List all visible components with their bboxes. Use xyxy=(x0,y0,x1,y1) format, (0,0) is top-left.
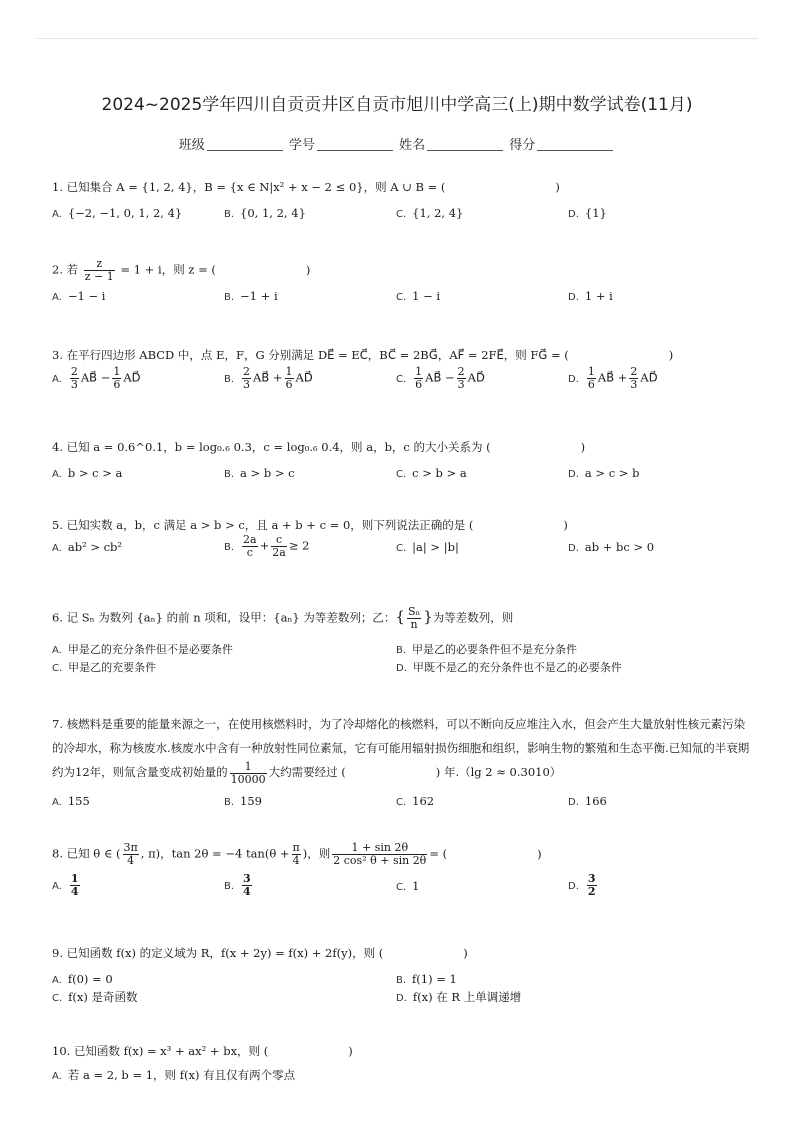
question-5 xyxy=(52,516,754,566)
name-blank[interactable] xyxy=(427,139,503,151)
option-b[interactable]: B. a > b > c xyxy=(224,466,295,480)
option-d[interactable]: D. f(x) 在 R 上单调递增 xyxy=(396,990,522,1004)
page-title: 2024~2025学年四川自贡贡井区自贡市旭川中学高三(上)期中数学试卷(11月) xyxy=(101,95,693,115)
id-blank[interactable] xyxy=(317,139,393,151)
question-6 xyxy=(52,606,754,677)
option-d[interactable]: D. 166 xyxy=(568,793,607,808)
option-b[interactable]: B. f(1) = 1 xyxy=(396,972,457,986)
option-b[interactable]: B. −1 + i xyxy=(224,289,278,303)
question-stem: 8. 已知 θ ∈ ( $\frac{3\pi}{4}$ , π)，tan 2θ = −4 tan(θ + $\frac{\pi}{4}$ )，则 $\frac{1 + \sin 2\theta}{\text{2 cos² θ + sin 2θ}}$ = ( ) xyxy=(52,841,542,867)
score-blank[interactable] xyxy=(537,139,613,151)
class-blank[interactable] xyxy=(207,139,283,151)
question-2 xyxy=(52,258,754,307)
question-1 xyxy=(52,178,754,224)
option-b[interactable]: B. $\frac{3}{4}$ xyxy=(224,872,251,898)
id-label: 学号 xyxy=(288,138,315,153)
option-a[interactable]: A. {−2, −1, 0, 1, 2, 4} xyxy=(52,206,183,220)
question-stem: 6. 记 Sₙ 为数列 {aₙ} 的前 n 项和，设甲：{aₙ} 为等差数列；乙：{ $\frac{\text{Sₙ}}{n}$ }为等差数列，则 xyxy=(52,605,514,631)
option-d[interactable]: D. 甲既不是乙的充分条件也不是乙的必要条件 xyxy=(396,661,622,674)
option-b[interactable]: B. 甲是乙的必要条件但不是充分条件 xyxy=(396,643,578,656)
question-10 xyxy=(52,1042,754,1086)
question-stem: 2. 若 $\frac{z}{z - 1}$ = 1 + i，则 z = ( ) xyxy=(52,257,311,283)
option-c[interactable]: C. 甲是乙的充要条件 xyxy=(52,661,157,674)
option-d[interactable]: D. ab + bc > 0 xyxy=(568,540,655,554)
option-d[interactable]: D. {1} xyxy=(568,206,607,220)
question-3 xyxy=(52,346,754,394)
option-d[interactable]: D. $\frac{1}{6}$ AB⃗ + $\frac{2}{3}$ AD⃗ xyxy=(568,365,658,391)
top-rule xyxy=(36,38,758,39)
score-label: 得分 xyxy=(509,138,536,153)
option-b[interactable]: B. $\frac{2}{3}$ AB⃗ + $\frac{1}{6}$ AD⃗ xyxy=(224,365,313,391)
fraction: $\frac{z}{z - 1}$ xyxy=(84,257,114,283)
option-c[interactable]: C. 1 xyxy=(396,879,420,893)
option-a[interactable]: A. f(0) = 0 xyxy=(52,972,113,986)
option-d[interactable]: D. a > c > b xyxy=(568,466,640,480)
option-c[interactable]: C. {1, 2, 4} xyxy=(396,206,464,220)
question-stem: 5. 已知实数 a，b，c 满足 a > b > c，且 a + b + c = 0，则下列说法正确的是 ( ) xyxy=(52,518,568,532)
student-info-line xyxy=(0,134,794,153)
option-b[interactable]: B. $\frac{2a}{c}$ + $\frac{c}{2a}$ ≥ 2 xyxy=(224,533,310,559)
option-a[interactable]: A. ab² > cb² xyxy=(52,540,123,554)
option-b[interactable]: B. {0, 1, 2, 4} xyxy=(224,206,306,220)
question-stem: 9. 已知函数 f(x) 的定义域为 R，f(x + 2y) = f(x) + 2f(y)，则 ( ) xyxy=(52,946,468,960)
option-a[interactable]: A. $\frac{1}{4}$ xyxy=(52,872,79,898)
option-a[interactable]: A. 甲是乙的充分条件但不是必要条件 xyxy=(52,643,233,656)
class-label: 班级 xyxy=(178,138,205,153)
option-c[interactable]: C. 162 xyxy=(396,793,435,808)
option-a[interactable]: A. b > c > a xyxy=(52,466,123,480)
fraction: $\frac{\text{Sₙ}}{n}$ xyxy=(407,605,421,631)
option-b[interactable]: B. 159 xyxy=(224,793,262,808)
question-stem: 7. 核燃料是重要的能量来源之一，在使用核燃料时，为了冷却熔化的核燃料，可以不断向反应堆注入水，但会产生大量放射性核元素污染的冷却水，称为核废水.核废水中含有一种放射性同位素氚，它有可能用辐射损伤细胞和组织，影响生物的繁殖和生态平衡.已知氚的半衰期约为12年，则氚含量变成初始量的 $\frac{1}{10000}$ 大约需要经过 ( ) 年.（lg 2 ≈ 0.3010） xyxy=(52,717,750,786)
option-c[interactable]: C. $\frac{1}{6}$ AB⃗ − $\frac{2}{3}$ AD⃗ xyxy=(396,365,485,391)
option-a[interactable]: A. 155 xyxy=(52,793,90,808)
option-d[interactable]: D. $\frac{3}{2}$ xyxy=(568,872,596,898)
fraction: $\frac{1}{10000}$ xyxy=(230,759,266,786)
question-stem: 10. 已知函数 f(x) = x³ + ax² + bx，则 ( ) xyxy=(52,1044,353,1058)
option-c[interactable]: C. |a| > |b| xyxy=(396,540,459,554)
option-a[interactable]: A. −1 − i xyxy=(52,289,106,303)
option-c[interactable]: C. f(x) 是奇函数 xyxy=(52,990,138,1004)
question-stem: 4. 已知 a = 0.6^0.1，b = log₀.₆ 0.3，c = log₀.₆ 0.4，则 a，b，c 的大小关系为 ( ) xyxy=(52,440,586,454)
name-label: 姓名 xyxy=(399,138,426,153)
option-c[interactable]: C. 1 − i xyxy=(396,289,441,303)
question-9 xyxy=(52,944,754,1006)
option-a[interactable]: A. $\frac{2}{3}$ AB⃗ − $\frac{1}{6}$ AD⃗ xyxy=(52,365,141,391)
option-a[interactable]: A. 若 a = 2, b = 1，则 f(x) 有且仅有两个零点 xyxy=(52,1068,296,1082)
question-stem: 3. 在平行四边形 ABCD 中，点 E，F，G 分别满足 DE⃗ = EC⃗，BC⃗ = 2BG⃗，AF⃗ = 2FE⃗，则 FG⃗ = ( ) xyxy=(52,348,674,362)
option-c[interactable]: C. c > b > a xyxy=(396,466,467,480)
question-4 xyxy=(52,438,754,484)
option-d[interactable]: D. 1 + i xyxy=(568,289,613,303)
question-stem: 1. 已知集合 A = {1, 2, 4}，B = {x ∈ N|x² + x − 2 ≤ 0}，则 A ∪ B = ( ) xyxy=(52,180,560,194)
question-8 xyxy=(52,842,754,903)
question-7 xyxy=(52,712,754,812)
